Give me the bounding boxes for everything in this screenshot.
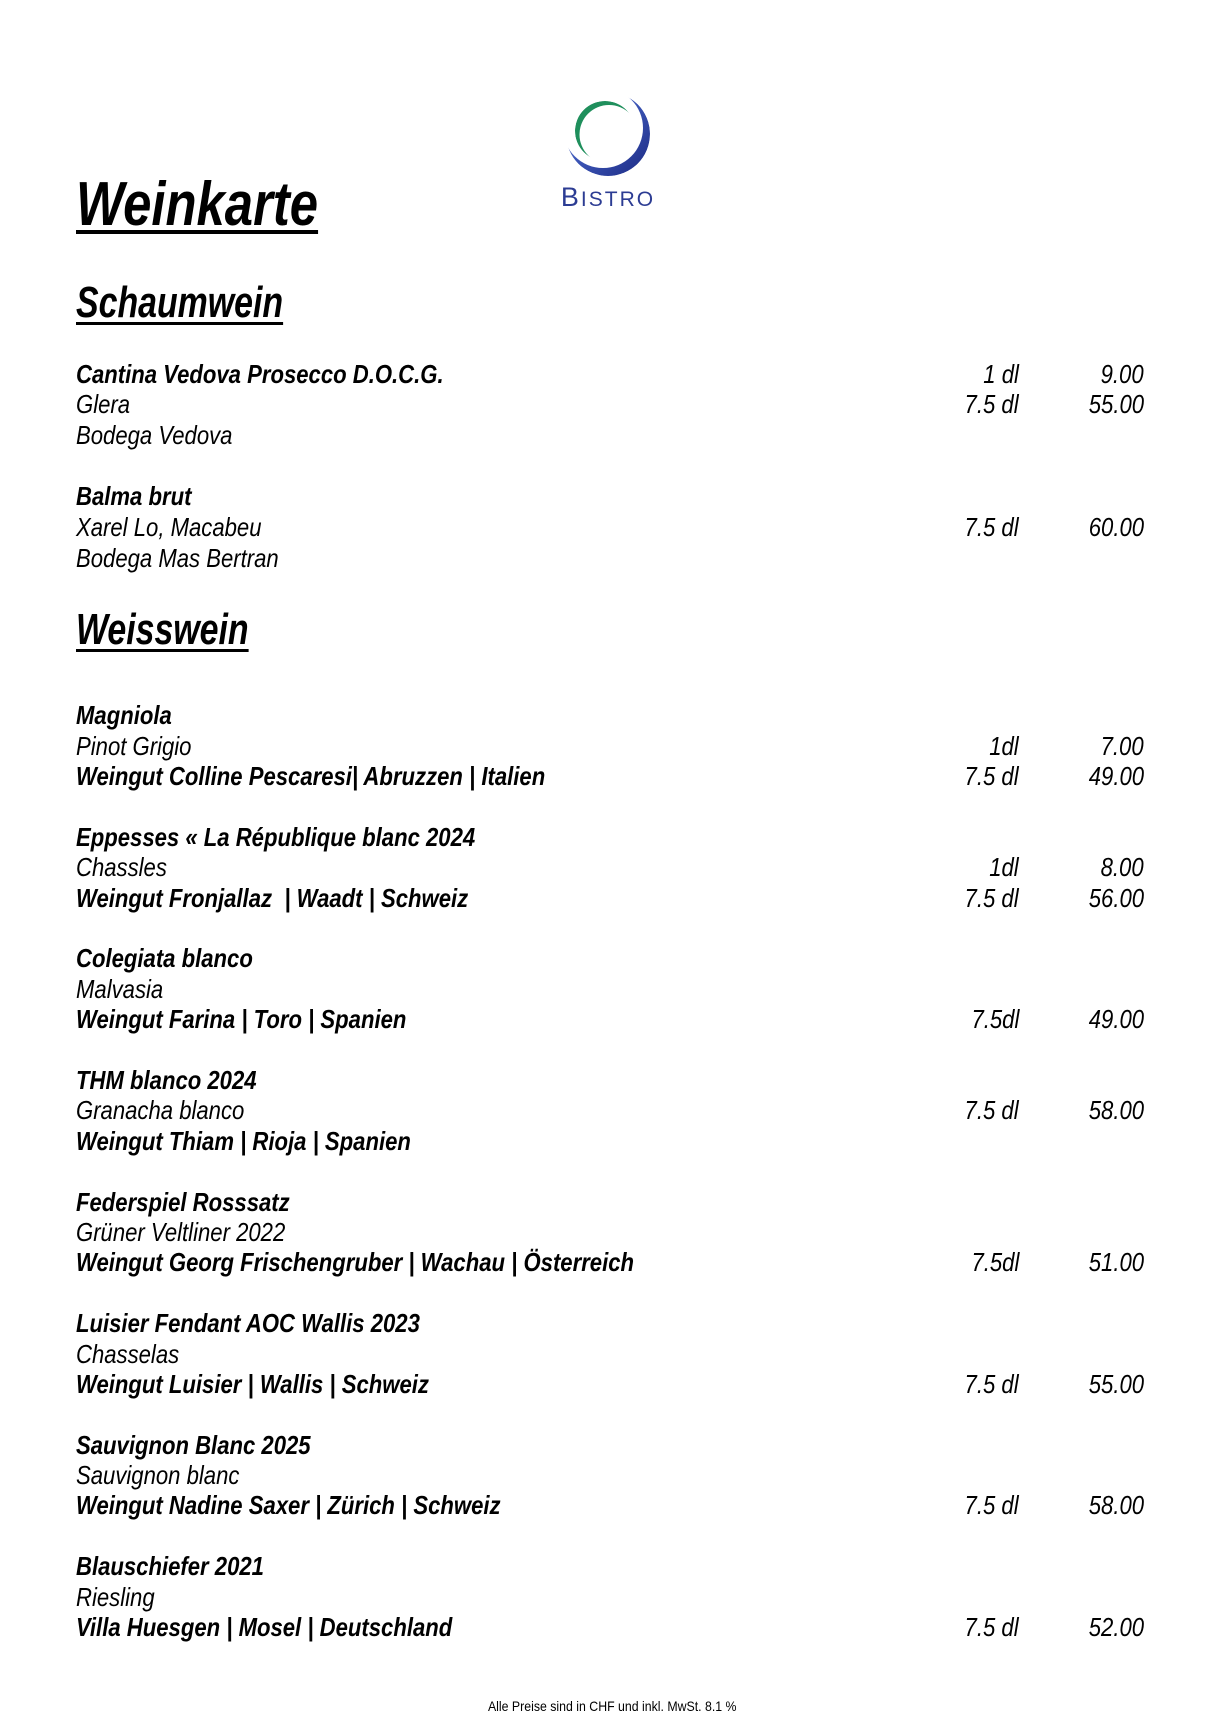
wine-name: Luisier Fendant AOC Wallis 2023 <box>76 1308 420 1339</box>
wine-entry <box>76 1065 1144 1187</box>
wine-grape: Chassles <box>76 852 167 883</box>
brand-name: BISTRO <box>560 182 656 212</box>
wine-row <box>76 883 1144 913</box>
price: 49.00 <box>1088 1004 1144 1035</box>
wine-row <box>76 1247 1144 1277</box>
wine-row <box>76 420 1144 451</box>
wine-producer: Bodega Vedova <box>76 419 233 450</box>
wine-grape: Pinot Grigio <box>76 730 192 761</box>
price: 56.00 <box>1088 882 1144 913</box>
wine-grape: Xarel Lo, Macabeu <box>76 511 262 542</box>
page-title <box>76 170 371 240</box>
wine-grape: Granacha blanco <box>76 1095 245 1126</box>
wine-name: Eppesses « La République blanc 2024 <box>76 821 476 852</box>
wine-row <box>76 943 1144 973</box>
wine-producer: Weingut Thiam | Rioja | Spanien <box>76 1125 411 1156</box>
serving-size: 1 dl <box>983 358 1019 389</box>
wine-producer: Bodega Mas Bertran <box>76 542 279 573</box>
wine-entry <box>76 822 1144 944</box>
wine-row <box>76 481 1144 512</box>
wine-row <box>76 1369 1144 1399</box>
section-heading-weisswein <box>76 605 300 655</box>
wine-name: Federspiel Rosssatz <box>76 1186 290 1217</box>
serving-size: 7.5 dl <box>964 761 1019 792</box>
section-heading-schaumwein <box>76 278 345 328</box>
page-title-text: Weinkarte <box>76 170 319 239</box>
wine-row <box>76 543 1144 574</box>
price-note-text: Alle Preise sind in CHF und inkl. MwSt. 8.1 % <box>487 1698 737 1714</box>
price: 51.00 <box>1088 1247 1144 1278</box>
wine-row <box>76 1308 1144 1338</box>
wine-row <box>76 1339 1144 1369</box>
serving-size: 7.5dl <box>971 1004 1019 1035</box>
serving-size: 7.5 dl <box>964 1490 1019 1521</box>
serving-size: 7.5 dl <box>964 1095 1019 1126</box>
wine-row <box>76 761 1144 791</box>
wine-name: THM blanco 2024 <box>76 1064 257 1095</box>
wine-producer: Villa Huesgen | Mosel | Deutschland <box>76 1612 453 1643</box>
wine-grape: Riesling <box>76 1581 155 1612</box>
price: 58.00 <box>1088 1490 1144 1521</box>
wine-row <box>76 359 1144 390</box>
section-heading-text: Schaumwein <box>76 278 284 327</box>
wine-row <box>76 512 1144 543</box>
serving-size: 7.5 dl <box>964 882 1019 913</box>
wine-row <box>76 1460 1144 1490</box>
wine-row <box>76 1217 1144 1247</box>
wine-row <box>76 852 1144 882</box>
wine-producer: Weingut Nadine Saxer | Zürich | Schweiz <box>76 1490 501 1521</box>
wine-entry <box>76 943 1144 1065</box>
wine-producer: Weingut Luisier | Wallis | Schweiz <box>76 1368 429 1399</box>
wine-name: Cantina Vedova Prosecco D.O.C.G. <box>76 358 444 389</box>
serving-size: 1dl <box>989 852 1019 883</box>
wine-row <box>76 700 1144 730</box>
wine-entry <box>76 1551 1144 1673</box>
price: 60.00 <box>1088 511 1144 542</box>
wine-row <box>76 974 1144 1004</box>
wine-list-schaumwein <box>76 359 1144 605</box>
wine-row <box>76 731 1144 761</box>
wine-row <box>76 389 1144 420</box>
wine-name: Sauvignon Blanc 2025 <box>76 1429 311 1460</box>
wine-row <box>76 1582 1144 1612</box>
wine-grape: Malvasia <box>76 973 164 1004</box>
wine-grape: Glera <box>76 389 131 420</box>
serving-size: 7.5 dl <box>964 511 1019 542</box>
price: 58.00 <box>1088 1095 1144 1126</box>
wine-name: Magniola <box>76 700 172 731</box>
wine-row <box>76 1065 1144 1095</box>
wine-producer: Weingut Colline Pescaresi| Abruzzen | Italien <box>76 761 546 792</box>
serving-size: 7.5 dl <box>964 389 1019 420</box>
price: 55.00 <box>1088 389 1144 420</box>
wine-grape: Chasselas <box>76 1338 180 1369</box>
serving-size: 1dl <box>989 730 1019 761</box>
wine-producer: Weingut Georg Frischengruber | Wachau | Österreich <box>76 1247 635 1278</box>
serving-size: 7.5dl <box>971 1247 1019 1278</box>
wine-row <box>76 1187 1144 1217</box>
wine-entry <box>76 1308 1144 1430</box>
wine-entry <box>76 700 1144 822</box>
wine-row <box>76 1126 1144 1156</box>
wine-entry <box>76 1187 1144 1309</box>
wine-name: Balma brut <box>76 481 192 512</box>
wine-entry <box>76 481 1144 604</box>
wine-producer: Weingut Fronjallaz | Waadt | Schweiz <box>76 882 469 913</box>
wine-row <box>76 1551 1144 1581</box>
wine-row <box>76 822 1144 852</box>
wine-row <box>76 1004 1144 1034</box>
wine-entry <box>76 1430 1144 1552</box>
price: 9.00 <box>1100 358 1144 389</box>
wine-row <box>76 1430 1144 1460</box>
serving-size: 7.5 dl <box>964 1368 1019 1399</box>
price: 49.00 <box>1088 761 1144 792</box>
price: 55.00 <box>1088 1368 1144 1399</box>
section-heading-text: Weisswein <box>76 605 249 654</box>
price: 7.00 <box>1100 730 1144 761</box>
wine-row <box>76 1612 1144 1642</box>
wine-row <box>76 1095 1144 1125</box>
wine-grape: Grüner Veltliner 2022 <box>76 1216 286 1247</box>
wine-row <box>76 1490 1144 1520</box>
wine-name: Blauschiefer 2021 <box>76 1551 264 1582</box>
serving-size: 7.5 dl <box>964 1612 1019 1643</box>
wine-list-weisswein <box>76 700 1144 1673</box>
wine-name: Colegiata blanco <box>76 943 253 974</box>
price: 52.00 <box>1088 1612 1144 1643</box>
price-note-footer <box>0 1696 1224 1716</box>
wine-entry <box>76 359 1144 482</box>
bistro-logo-icon <box>560 86 656 182</box>
wine-grape: Sauvignon blanc <box>76 1460 240 1491</box>
wine-producer: Weingut Farina | Toro | Spanien <box>76 1004 407 1035</box>
price: 8.00 <box>1100 852 1144 883</box>
logo-green-arc <box>575 101 635 161</box>
